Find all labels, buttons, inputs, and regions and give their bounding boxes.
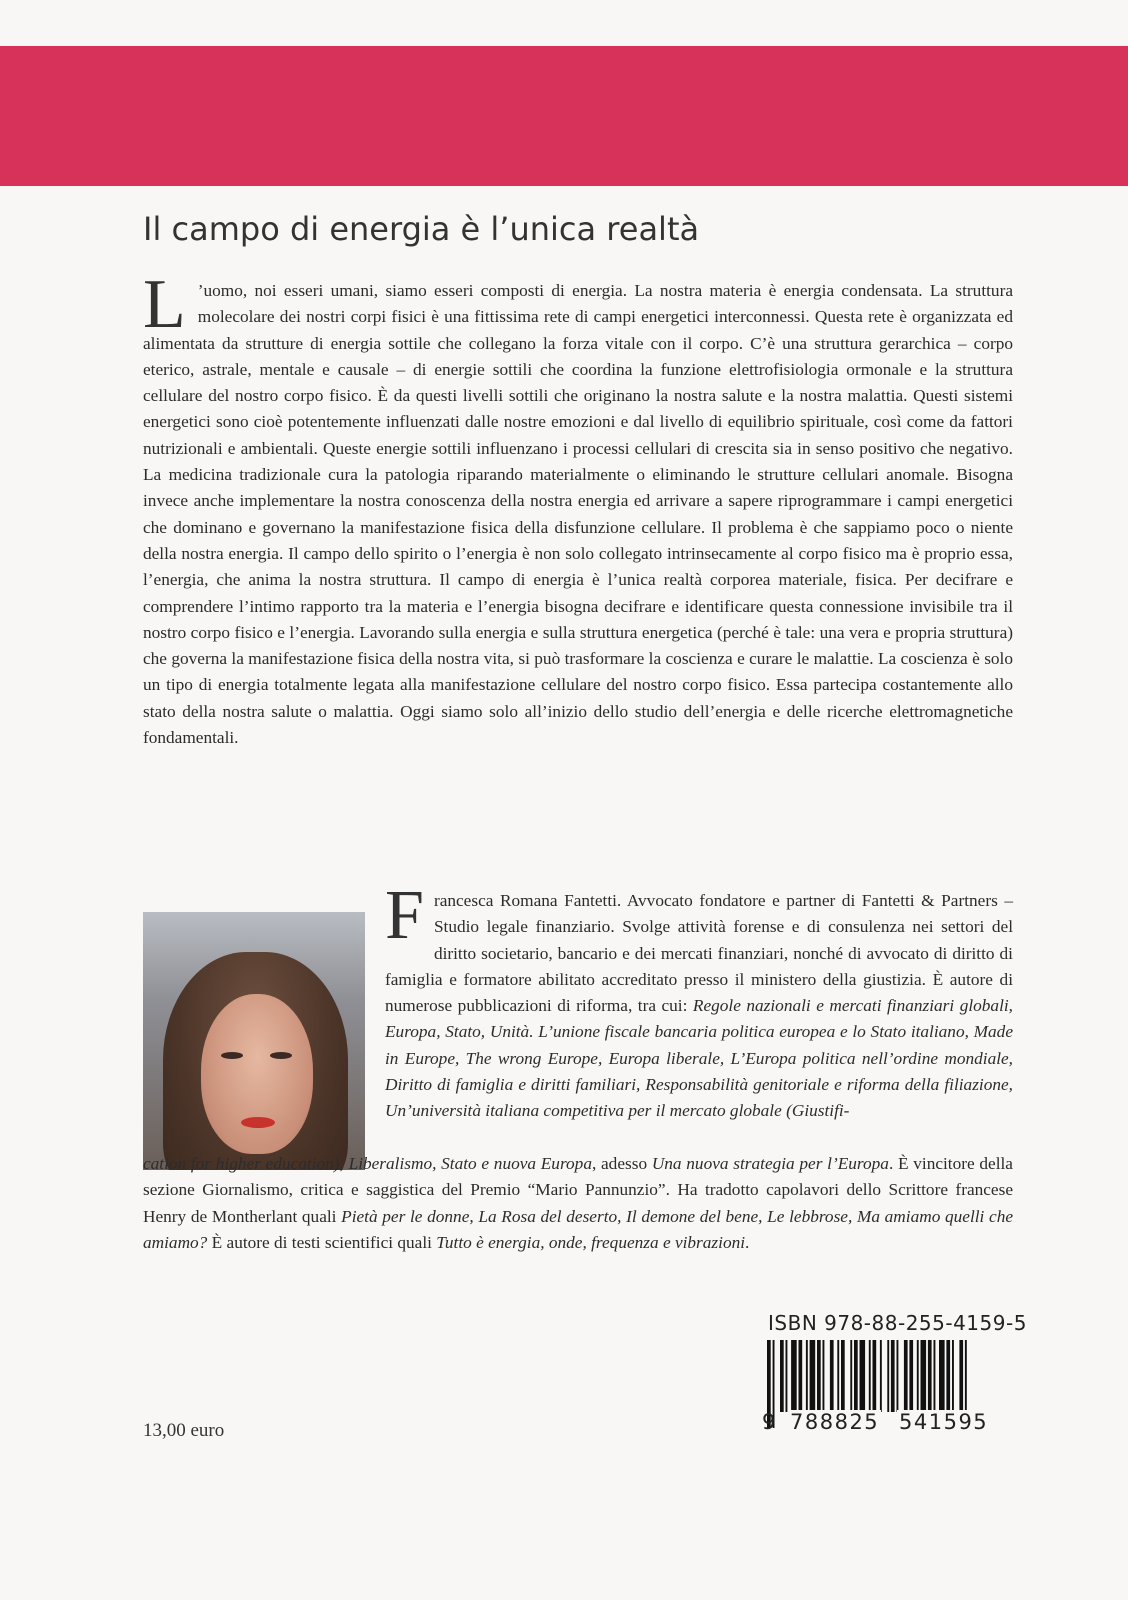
barcode-bar	[830, 1340, 834, 1412]
barcode-bar	[786, 1340, 788, 1412]
barcode-bar	[891, 1340, 895, 1412]
barcode-bar	[841, 1340, 845, 1412]
barcode-bar	[806, 1340, 808, 1412]
barcode-bar	[860, 1340, 866, 1412]
ean-lead-digit: 9	[762, 1410, 776, 1434]
synopsis-text	[143, 266, 1013, 751]
barcode-bar	[909, 1340, 913, 1412]
isbn-label: ISBN 978-88-255-4159-5	[768, 1311, 1027, 1335]
barcode-bar	[854, 1340, 858, 1412]
book-title: Il campo di energia è l’unica realtà	[143, 210, 700, 248]
barcode-bar	[917, 1340, 919, 1412]
bio-works: Regole nazionali e mercati finanziari globali, Europa, Stato, Unità. L’unione fiscale bancaria politica europea e lo Stato italiano, Made in Europe, The wrong Europe, Europa liberale, L’Europa politica nell’ordine mondiale, Diritto di famiglia e diritti familiari, Responsabilità genitoriale e riforma della filiazione, Un’università italiana competitiva per il mercato globale (Giustifi-	[385, 996, 1013, 1121]
barcode-bar	[837, 1340, 839, 1412]
barcode-bar	[887, 1340, 889, 1412]
barcode-bar	[904, 1340, 908, 1412]
barcode-bar	[928, 1340, 932, 1412]
barcode-bar	[946, 1340, 950, 1412]
barcode-bar	[791, 1340, 797, 1412]
barcode-bar	[921, 1340, 927, 1412]
barcode-bar	[934, 1340, 936, 1412]
ean-group-1: 788825	[790, 1410, 880, 1434]
synopsis-body: ’uomo, noi esseri umani, siamo esseri composti di energia. La nostra materia è energia condensata. La struttura molecolare dei nostri corpi fisici è una fittissima rete di campi energetici interconnessi. Questa rete è organizzata ed alimentata da strutture di energia sottile che collegano la forza vitale con il corpo. C’è una struttura gerarchica – corpo eterico, astrale, mentale e causale – di energie sottili che coordina la funzione elettrofisiologia ormonale e la struttura cellulare del nostro corpo fisico. È da questi livelli sottili che originano la nostra salute e la nostra malattia. Questi sistemi energetici sono cioè potentemente influenzati dalle nostre emozioni e dal livello di equilibrio spirituale, così come da fattori nutrizionali e ambientali. Queste energie sottili influenzano i processi cellulari di crescita sia in senso positivo che negativo. La medicina tradizionale cura la patologia riparando materialmente o eliminando le strutture cellulari anomale. Bisogna invece anche implementare la nostra conoscenza della nostra energia ed arrivare a sapere riprogrammare i campi energetici che dominano e governano la manifestazione fisica della disfunzione cellulare. Il problema è che sappiamo poco o niente della nostra energia. Il campo dello spirito o l’energia è non solo collegato intrinsecamente al corpo fisico ma è proprio essa, l’energia, che anima la nostra struttura. Il campo di energia è l’unica realtà corporea materiale, fisica. Per decifrare e comprendere l’intimo rapporto tra la materia e l’energia bisogna decifrare e identificare questa connessione invisibile tra il nostro corpo fisico e l’energia. Lavorando sulla energia e sulla struttura energetica (perché è tale: una vera e propria struttura) che governa la manifestazione fisica della nostra vita, si può trasformare la coscienza e curare le malattie. La coscienza è solo un tipo di energia totalmente legata alla manifestazione cellulare del nostro corpo fisico. Essa partecipa costantemente allo stato della nostra salute o malattia. Oggi siamo solo all’inizio dello studio dell’energia e delle ricerche elettromagnetiche fondamentali.	[143, 281, 1013, 748]
barcode-bar	[939, 1340, 945, 1412]
barcode-bar	[780, 1340, 784, 1412]
top-color-band	[0, 46, 1128, 186]
barcode-bar	[817, 1340, 821, 1412]
author-bio: Francesca Romana Fantetti. Avvocato fondatore e partner di Fantetti & Partners – Studio legale finanziario. Svolge attività forense e di consulenza nei settori del diritto societario, bancario e dei mercati finanziari, nonché di avvocato di diritto di famiglia e formatore abilitato accreditato presso il ministero della giustizia. È autore di numerose pubblicazioni di riforma, tra cui: Regole nazionali e mercati finanziari globali, Europa, Stato, Unità. L’unione fiscale bancaria politica europea e lo Stato italiano, Made in Europe, The wrong Europe, Europa liberale, L’Europa politica nell’ordine mondiale, Diritto di famiglia e diritti familiari, Responsabilità genitoriale e riforma della filiazione, Un’università italiana competitiva per il mercato globale (Giustifi-	[385, 877, 1013, 1121]
barcode-bar	[823, 1340, 825, 1412]
author-photo	[143, 912, 365, 1170]
barcode-bar	[952, 1340, 954, 1412]
barcode-bar	[897, 1340, 899, 1412]
ean-group-2: 541595	[899, 1410, 989, 1434]
barcode-bar	[810, 1340, 816, 1412]
author-bio-continued: cation for higher education), Liberalismo, Stato e nuova Europa, adesso Una nuova strategia per l’Europa. È vincitore della sezione Giornalismo, critica e saggistica del Premio “Mario Pannunzio”. Ha tradotto capolavori dello Scrittore francese Henry de Montherlant quali Pietà per le donne, La Rosa del deserto, Il demone del bene, Le lebbrose, Ma amiamo quelli che amiamo? È autore di testi scientifici quali Tutto è energia, onde, frequenza e vibrazioni.	[143, 1154, 1014, 1252]
barcode-bar	[850, 1340, 852, 1412]
synopsis-dropcap: L	[143, 266, 186, 343]
price: 13,00 euro	[143, 1420, 225, 1441]
barcode-bar	[880, 1340, 882, 1412]
barcode-bar	[799, 1340, 803, 1412]
bio-dropcap: F	[385, 877, 424, 954]
